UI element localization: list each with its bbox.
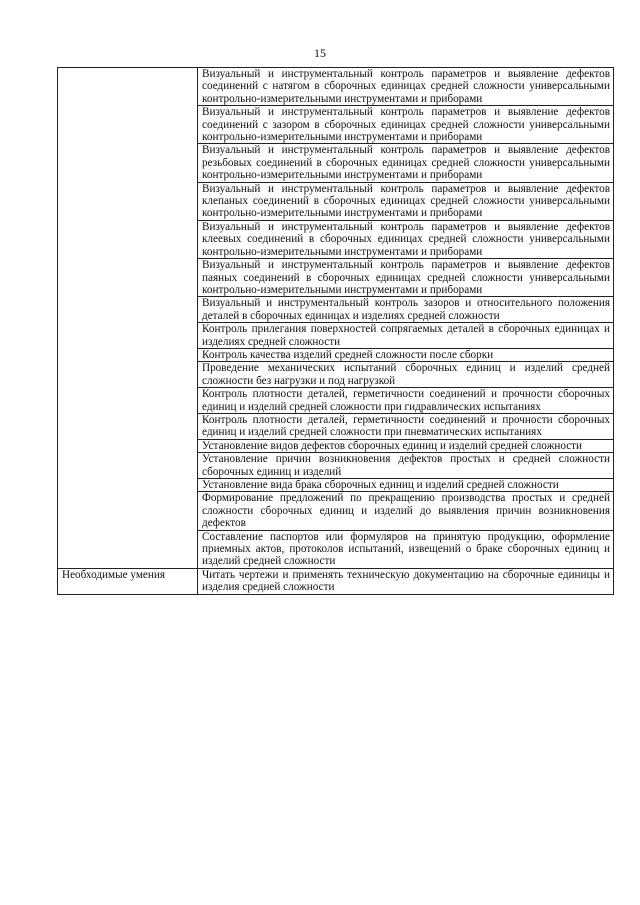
- action-cell: Составление паспортов или формуляров на принятую продукцию, оформление приемных актов, протоколов испытаний, извещений о браке сборочных единиц и изделий средней сложности: [198, 530, 614, 568]
- action-cell: Визуальный и инструментальный контроль зазоров и относительного положения деталей в сборочных единицах и изделиях средней сложности: [198, 297, 614, 323]
- skill-cell: Читать чертежи и применять техническую документацию на сборочные единицы и изделия средней сложности: [198, 568, 614, 594]
- action-cell: Установление причин возникновения дефектов простых и средней сложности сборочных единиц и изделий: [198, 453, 614, 479]
- action-cell: Визуальный и инструментальный контроль параметров и выявление дефектов клеевых соединений в сборочных единицах средней сложности универсальными контрольно-измерительными инструментами и приборами: [198, 220, 614, 258]
- action-cell: Визуальный и инструментальный контроль параметров и выявление дефектов соединений с натягом в сборочных единицах средней сложности универсальными контрольно-измерительными инструментами и приборами: [198, 68, 614, 106]
- action-cell: Формирование предложений по прекращению производства простых и средней сложности сборочных единиц и изделий до выявления причин возникновения дефектов: [198, 492, 614, 530]
- action-cell: Контроль прилегания поверхностей сопрягаемых деталей в сборочных единицах и изделиях средней сложности: [198, 323, 614, 349]
- action-cell: Визуальный и инструментальный контроль параметров и выявление дефектов соединений с зазором в сборочных единицах средней сложности универсальными контрольно-измерительными инструментами и приборами: [198, 106, 614, 144]
- label-cell-empty: [58, 68, 198, 569]
- action-cell: Установление видов дефектов сборочных единиц и изделий средней сложности: [198, 439, 614, 452]
- action-cell: Проведение механических испытаний сборочных единиц и изделий средней сложности без нагрузки и под нагрузкой: [198, 362, 614, 388]
- action-cell: Установление вида брака сборочных единиц и изделий средней сложности: [198, 479, 614, 492]
- table-row: [58, 568, 614, 594]
- action-cell: Визуальный и инструментальный контроль параметров и выявление дефектов клепаных соединений в сборочных единицах средней сложности универсальными контрольно-измерительными инструментами и приборами: [198, 182, 614, 220]
- skills-label: Необходимые умения: [58, 568, 198, 594]
- action-cell: Контроль плотности деталей, герметичности соединений и прочности сборочных единиц и изделий средней сложности при гидравлических испытаниях: [198, 388, 614, 414]
- page-number: 15: [314, 46, 326, 60]
- action-cell: Контроль качества изделий средней сложности после сборки: [198, 348, 614, 361]
- action-cell: Визуальный и инструментальный контроль параметров и выявление дефектов резьбовых соединений в сборочных единицах средней сложности универсальными контрольно-измерительными инструментами и приборами: [198, 144, 614, 182]
- requirements-table: [57, 67, 614, 595]
- action-cell: Визуальный и инструментальный контроль параметров и выявление дефектов паяных соединений в сборочных единицах средней сложности универсальными контрольно-измерительными инструментами и приборами: [198, 259, 614, 297]
- table-row: [58, 68, 614, 106]
- action-cell: Контроль плотности деталей, герметичности соединений и прочности сборочных единиц и изделий средней сложности при пневматических испытаниях: [198, 413, 614, 439]
